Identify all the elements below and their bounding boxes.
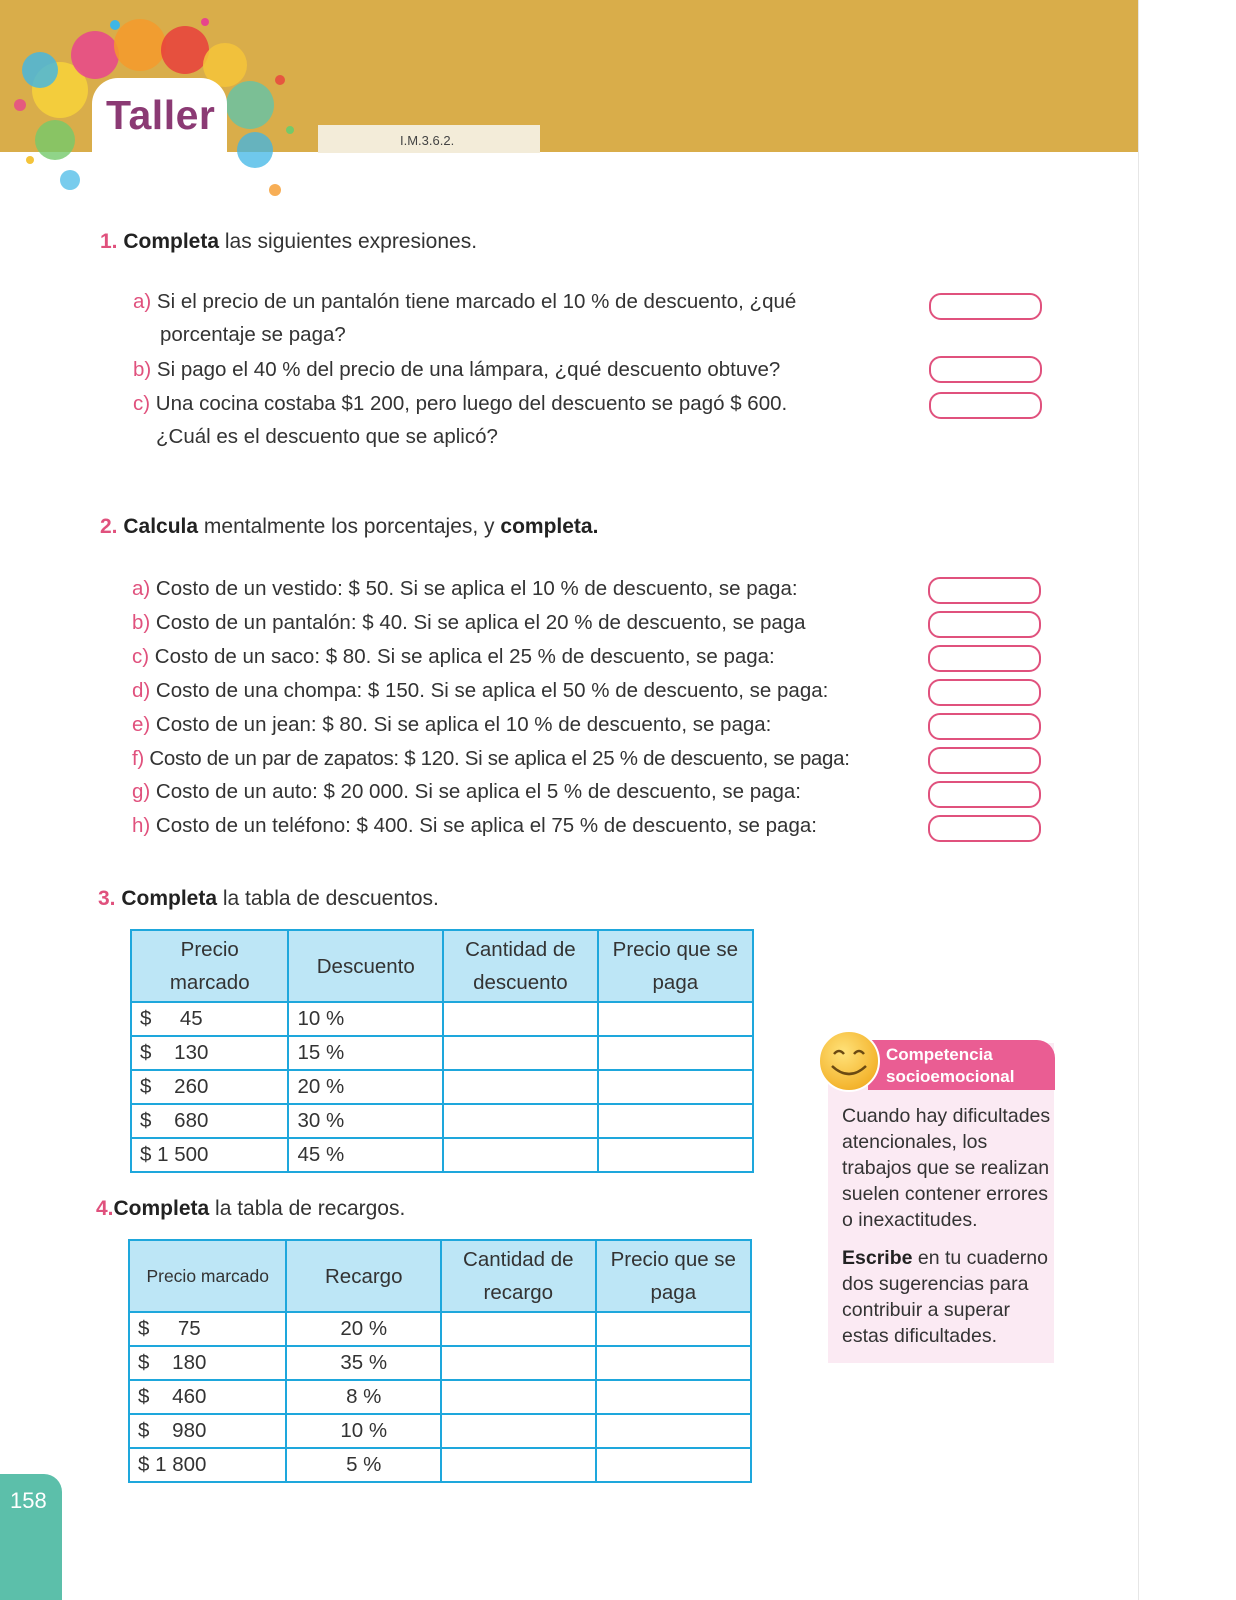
surcharge-table — [128, 1239, 752, 1483]
discount-amount-cell[interactable] — [443, 1104, 598, 1138]
question-verb-2: completa. — [500, 515, 599, 538]
table-header-row — [129, 1240, 751, 1312]
surcharge-amount-cell[interactable] — [441, 1312, 596, 1346]
percent-cell: 45 % — [288, 1138, 443, 1172]
socioemotional-verb: Escribe — [842, 1247, 913, 1269]
price-cell: $ 45 — [131, 1002, 288, 1036]
q2-item-h — [132, 809, 817, 842]
question-3-heading — [98, 887, 439, 911]
question-text: la tabla de recargos. — [209, 1197, 406, 1220]
item-letter: f) — [132, 747, 144, 770]
answer-field-q1a[interactable] — [929, 293, 1042, 320]
percent-cell: 15 % — [288, 1036, 443, 1070]
price-cell: $ 260 — [131, 1070, 288, 1104]
percent-cell: 8 % — [286, 1380, 441, 1414]
answer-field-q2f[interactable] — [928, 747, 1041, 774]
question-number: 2. — [100, 515, 118, 538]
question-4-heading — [96, 1197, 405, 1221]
q1-item-c-continuation: ¿Cuál es el descuento que se aplicó? — [156, 425, 498, 448]
column-header: Cantidad de recargo — [441, 1240, 596, 1312]
smiley-face-icon — [820, 1032, 878, 1090]
price-cell: $ 1 800 — [129, 1448, 286, 1482]
q2-item-e — [132, 708, 771, 741]
answer-field-q1b[interactable] — [929, 356, 1042, 383]
question-2-heading — [100, 515, 598, 539]
column-header: Cantidad de descuento — [443, 930, 598, 1002]
q2-item-b — [132, 606, 806, 639]
q2-item-d — [132, 674, 828, 707]
percent-cell: 30 % — [288, 1104, 443, 1138]
percent-cell: 35 % — [286, 1346, 441, 1380]
item-letter: e) — [132, 713, 151, 736]
item-text: Costo de un saco: $ 80. Si se aplica el 25 % de descuento, se paga: — [149, 645, 775, 668]
question-number: 4. — [96, 1197, 114, 1220]
item-letter: c) — [132, 645, 150, 668]
item-text: Costo de un teléfono: $ 400. Si se aplica el 75 % de descuento, se paga: — [150, 814, 817, 837]
column-header: Precio que se paga — [598, 930, 753, 1002]
price-cell: $ 180 — [129, 1346, 286, 1380]
q1-item-a — [133, 285, 796, 318]
question-1-heading — [100, 230, 477, 254]
price-cell: $ 75 — [129, 1312, 286, 1346]
question-text: las siguientes expresiones. — [219, 230, 478, 253]
discount-amount-cell[interactable] — [443, 1070, 598, 1104]
price-cell: $ 460 — [129, 1380, 286, 1414]
table-row — [129, 1380, 751, 1414]
question-number: 3. — [98, 887, 116, 910]
item-text: Si el precio de un pantalón tiene marcado el 10 % de descuento, ¿qué — [151, 290, 797, 313]
column-header: Precio que se paga — [596, 1240, 751, 1312]
final-price-cell[interactable] — [598, 1036, 753, 1070]
percent-cell: 10 % — [286, 1414, 441, 1448]
page-title: Taller — [106, 92, 216, 138]
table-row — [131, 1104, 753, 1138]
question-verb: Completa — [121, 887, 218, 910]
column-header: Recargo — [286, 1240, 441, 1312]
final-price-cell[interactable] — [596, 1346, 751, 1380]
table-header-row — [131, 930, 753, 1002]
price-cell: $ 680 — [131, 1104, 288, 1138]
price-cell: $ 130 — [131, 1036, 288, 1070]
item-text: Costo de un vestido: $ 50. Si se aplica el 10 % de descuento, se paga: — [150, 577, 798, 600]
column-header: Descuento — [288, 930, 443, 1002]
percent-cell: 20 % — [288, 1070, 443, 1104]
answer-field-q2a[interactable] — [928, 577, 1041, 604]
item-text: Si pago el 40 % del precio de una lámpara, ¿qué descuento obtuve? — [151, 358, 781, 381]
q2-item-a — [132, 572, 798, 605]
surcharge-amount-cell[interactable] — [441, 1448, 596, 1482]
item-letter: a) — [132, 577, 151, 600]
q2-item-f — [132, 742, 850, 775]
question-text: la tabla de descuentos. — [217, 887, 439, 910]
final-price-cell[interactable] — [598, 1104, 753, 1138]
page-margin — [1138, 0, 1236, 1600]
item-letter: g) — [132, 780, 151, 803]
tag-line-1: Competencia — [886, 1045, 993, 1064]
question-text: mentalmente los porcentajes, y — [198, 515, 501, 538]
q1-item-b — [133, 353, 780, 386]
item-letter: d) — [132, 679, 151, 702]
percent-cell: 5 % — [286, 1448, 441, 1482]
price-cell: $ 1 500 — [131, 1138, 288, 1172]
column-header: Precio marcado — [131, 930, 288, 1002]
item-text: Costo de una chompa: $ 150. Si se aplica el 50 % de descuento, se paga: — [150, 679, 829, 702]
socioemotional-paragraph-1: Cuando hay dificultades atencionales, los trabajos que se realizan suelen contener errores o inexactitudes. — [842, 1105, 1051, 1231]
socioemotional-paragraph-2 — [842, 1245, 1052, 1349]
item-letter: c) — [133, 392, 151, 415]
discount-amount-cell[interactable] — [443, 1138, 598, 1172]
table-row — [129, 1312, 751, 1346]
item-text: Costo de un par de zapatos: $ 120. Si se aplica el 25 % de descuento, se paga: — [143, 747, 850, 770]
page-number: 158 — [10, 1488, 47, 1513]
answer-field-q1c[interactable] — [929, 392, 1042, 419]
item-text: Costo de un auto: $ 20 000. Si se aplica el 5 % de descuento, se paga: — [150, 780, 801, 803]
table-row — [131, 1070, 753, 1104]
answer-field-q2d[interactable] — [928, 679, 1041, 706]
answer-field-q2g[interactable] — [928, 781, 1041, 808]
item-letter: b) — [132, 611, 151, 634]
answer-field-q2c[interactable] — [928, 645, 1041, 672]
socioemotional-tag — [868, 1040, 1055, 1090]
table-row — [129, 1346, 751, 1380]
answer-field-q2b[interactable] — [928, 611, 1041, 638]
table-row — [131, 1002, 753, 1036]
question-number: 1. — [100, 230, 118, 253]
question-verb: Calcula — [123, 515, 199, 538]
socioemotional-text: en tu cuaderno dos sugerencias para contribuir a superar estas dificultades. — [842, 1247, 1048, 1347]
final-price-cell[interactable] — [598, 1002, 753, 1036]
percent-cell: 10 % — [288, 1002, 443, 1036]
table-row — [131, 1138, 753, 1172]
final-price-cell[interactable] — [596, 1380, 751, 1414]
surcharge-amount-cell[interactable] — [441, 1346, 596, 1380]
q1-item-c — [133, 387, 787, 420]
surcharge-amount-cell[interactable] — [441, 1414, 596, 1448]
item-letter: b) — [133, 358, 152, 381]
q2-item-g — [132, 775, 801, 808]
table-row — [129, 1414, 751, 1448]
column-header: Precio marcado — [129, 1240, 286, 1312]
q2-item-c — [132, 640, 775, 673]
answer-field-q2e[interactable] — [928, 713, 1041, 740]
item-text: Costo de un jean: $ 80. Si se aplica el 10 % de descuento, se paga: — [150, 713, 772, 736]
surcharge-amount-cell[interactable] — [441, 1380, 596, 1414]
final-price-cell[interactable] — [596, 1414, 751, 1448]
question-verb: Completa — [113, 1197, 210, 1220]
item-text: Costo de un pantalón: $ 40. Si se aplica el 20 % de descuento, se paga — [150, 611, 806, 634]
answer-field-q2h[interactable] — [928, 815, 1041, 842]
item-text: Una cocina costaba $1 200, pero luego del descuento se pagó $ 600. — [150, 392, 788, 415]
discount-table — [130, 929, 754, 1173]
tag-line-2: socioemocional — [886, 1067, 1015, 1086]
final-price-cell[interactable] — [598, 1138, 753, 1172]
table-row — [131, 1036, 753, 1070]
final-price-cell[interactable] — [598, 1070, 753, 1104]
discount-amount-cell[interactable] — [443, 1036, 598, 1070]
item-letter: a) — [133, 290, 152, 313]
indicator-code: I.M.3.6.2. — [400, 133, 455, 148]
q1-item-a-continuation: porcentaje se paga? — [160, 323, 346, 346]
item-letter: h) — [132, 814, 151, 837]
percent-cell: 20 % — [286, 1312, 441, 1346]
final-price-cell[interactable] — [596, 1448, 751, 1482]
question-verb: Completa — [123, 230, 220, 253]
discount-amount-cell[interactable] — [443, 1002, 598, 1036]
final-price-cell[interactable] — [596, 1312, 751, 1346]
smiley-icon — [818, 1030, 880, 1092]
price-cell: $ 980 — [129, 1414, 286, 1448]
table-row — [129, 1448, 751, 1482]
